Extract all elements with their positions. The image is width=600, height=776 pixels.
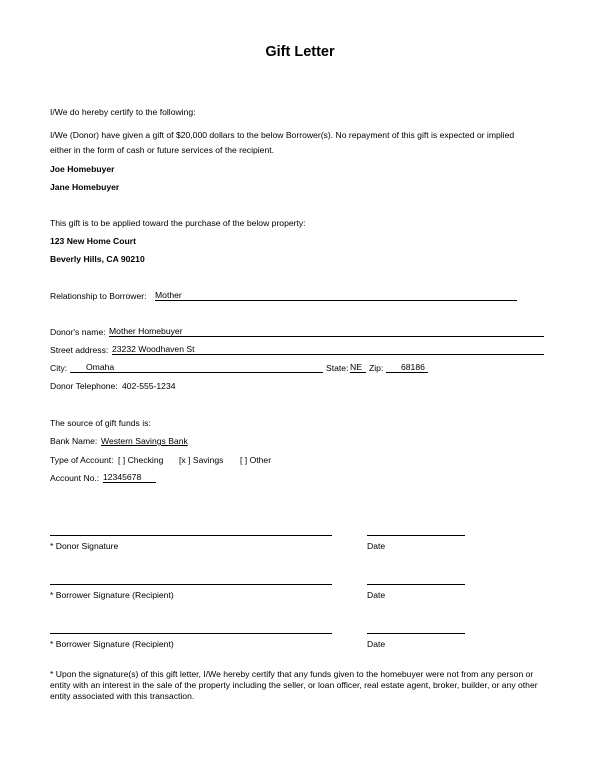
gift-statement-line-1: I/We (Donor) have given a gift of $20,000 dollars to the below Borrower(s). No repayment of this gift is expected or implied bbox=[50, 130, 515, 140]
donor-city-field[interactable] bbox=[70, 363, 323, 373]
funds-source-label: The source of gift funds is: bbox=[50, 418, 151, 428]
donor-street-value: 23232 Woodhaven St bbox=[112, 345, 195, 354]
property-street: 123 New Home Court bbox=[50, 236, 136, 246]
bank-name-label: Bank Name: bbox=[50, 436, 98, 446]
other-label: Other bbox=[249, 455, 272, 465]
donor-zip-value: 68186 bbox=[401, 363, 425, 372]
gift-statement-line-2: either in the form of cash or future services of the recipient. bbox=[50, 145, 275, 155]
savings-label: Savings bbox=[192, 455, 224, 465]
relationship-value: Mother bbox=[155, 291, 182, 300]
bank-name-value[interactable]: Western Savings Bank bbox=[101, 436, 188, 446]
donor-street-field[interactable] bbox=[112, 345, 544, 355]
borrower-1-signature-line-ext bbox=[211, 584, 332, 585]
borrower-1-signature-line[interactable] bbox=[50, 584, 211, 585]
checkbox-checking[interactable]: [ ] bbox=[118, 455, 126, 465]
donor-date-line[interactable] bbox=[367, 535, 465, 536]
donor-zip-field[interactable] bbox=[386, 363, 428, 373]
account-no-value: 12345678 bbox=[103, 473, 142, 482]
page-title: Gift Letter bbox=[265, 44, 335, 60]
donor-city-label: City: bbox=[50, 363, 68, 373]
savings-option[interactable] bbox=[179, 455, 223, 466]
borrower-2-date-label: Date bbox=[367, 639, 386, 649]
account-no-field[interactable] bbox=[103, 473, 156, 483]
donor-signature-line[interactable] bbox=[50, 535, 211, 536]
donor-name-label: Donor's name: bbox=[50, 327, 106, 337]
donor-street-label: Street address: bbox=[50, 345, 109, 355]
donor-signature-label: * Donor Signature bbox=[50, 541, 119, 551]
borrower-1-signature-label: * Borrower Signature (Recipient) bbox=[50, 590, 174, 600]
donor-state-value: NE bbox=[350, 363, 362, 372]
relationship-label: Relationship to Borrower: bbox=[50, 291, 147, 301]
borrower-2-date-line[interactable] bbox=[367, 633, 465, 634]
donor-signature-line-ext bbox=[211, 535, 332, 536]
borrower-1-date-line[interactable] bbox=[367, 584, 465, 585]
donor-city-value: Omaha bbox=[86, 363, 115, 372]
donor-phone-label: Donor Telephone: bbox=[50, 381, 118, 391]
donor-name-field[interactable] bbox=[109, 327, 544, 337]
other-option[interactable] bbox=[240, 455, 271, 466]
borrower-name-1: Joe Homebuyer bbox=[50, 164, 115, 174]
footnote: * Upon the signature(s) of this gift letter, I/We hereby certify that any funds given to the homebuyer were not from any person or entity with an interest in the sale of the property including the seller, or loan officer, real estate agent, broker, builder, or any other entity associated with this transaction. bbox=[50, 669, 538, 701]
donor-state-field[interactable] bbox=[350, 363, 366, 373]
checkbox-savings[interactable]: [x ] bbox=[179, 455, 191, 465]
borrower-name-2: Jane Homebuyer bbox=[50, 182, 120, 192]
checkbox-other[interactable]: [ ] bbox=[240, 455, 248, 465]
donor-name-value: Mother Homebuyer bbox=[109, 327, 183, 336]
borrower-2-signature-label: * Borrower Signature (Recipient) bbox=[50, 639, 174, 649]
borrower-1-date-label: Date bbox=[367, 590, 386, 600]
certify-intro: I/We do hereby certify to the following: bbox=[50, 107, 196, 117]
account-type-label: Type of Account: bbox=[50, 455, 114, 465]
donor-date-label: Date bbox=[367, 541, 386, 551]
property-intro: This gift is to be applied toward the purchase of the below property: bbox=[50, 218, 306, 228]
borrower-2-signature-line-ext bbox=[211, 633, 332, 634]
donor-state-label: State: bbox=[326, 363, 349, 373]
property-city-line: Beverly Hills, CA 90210 bbox=[50, 254, 145, 264]
checking-label: Checking bbox=[127, 455, 164, 465]
checking-option[interactable] bbox=[118, 455, 163, 466]
relationship-field[interactable] bbox=[155, 291, 517, 301]
borrower-2-signature-line[interactable] bbox=[50, 633, 211, 634]
account-no-label: Account No.: bbox=[50, 473, 100, 483]
donor-zip-label: Zip: bbox=[369, 363, 384, 373]
donor-phone-value: 402-555-1234 bbox=[122, 381, 176, 391]
